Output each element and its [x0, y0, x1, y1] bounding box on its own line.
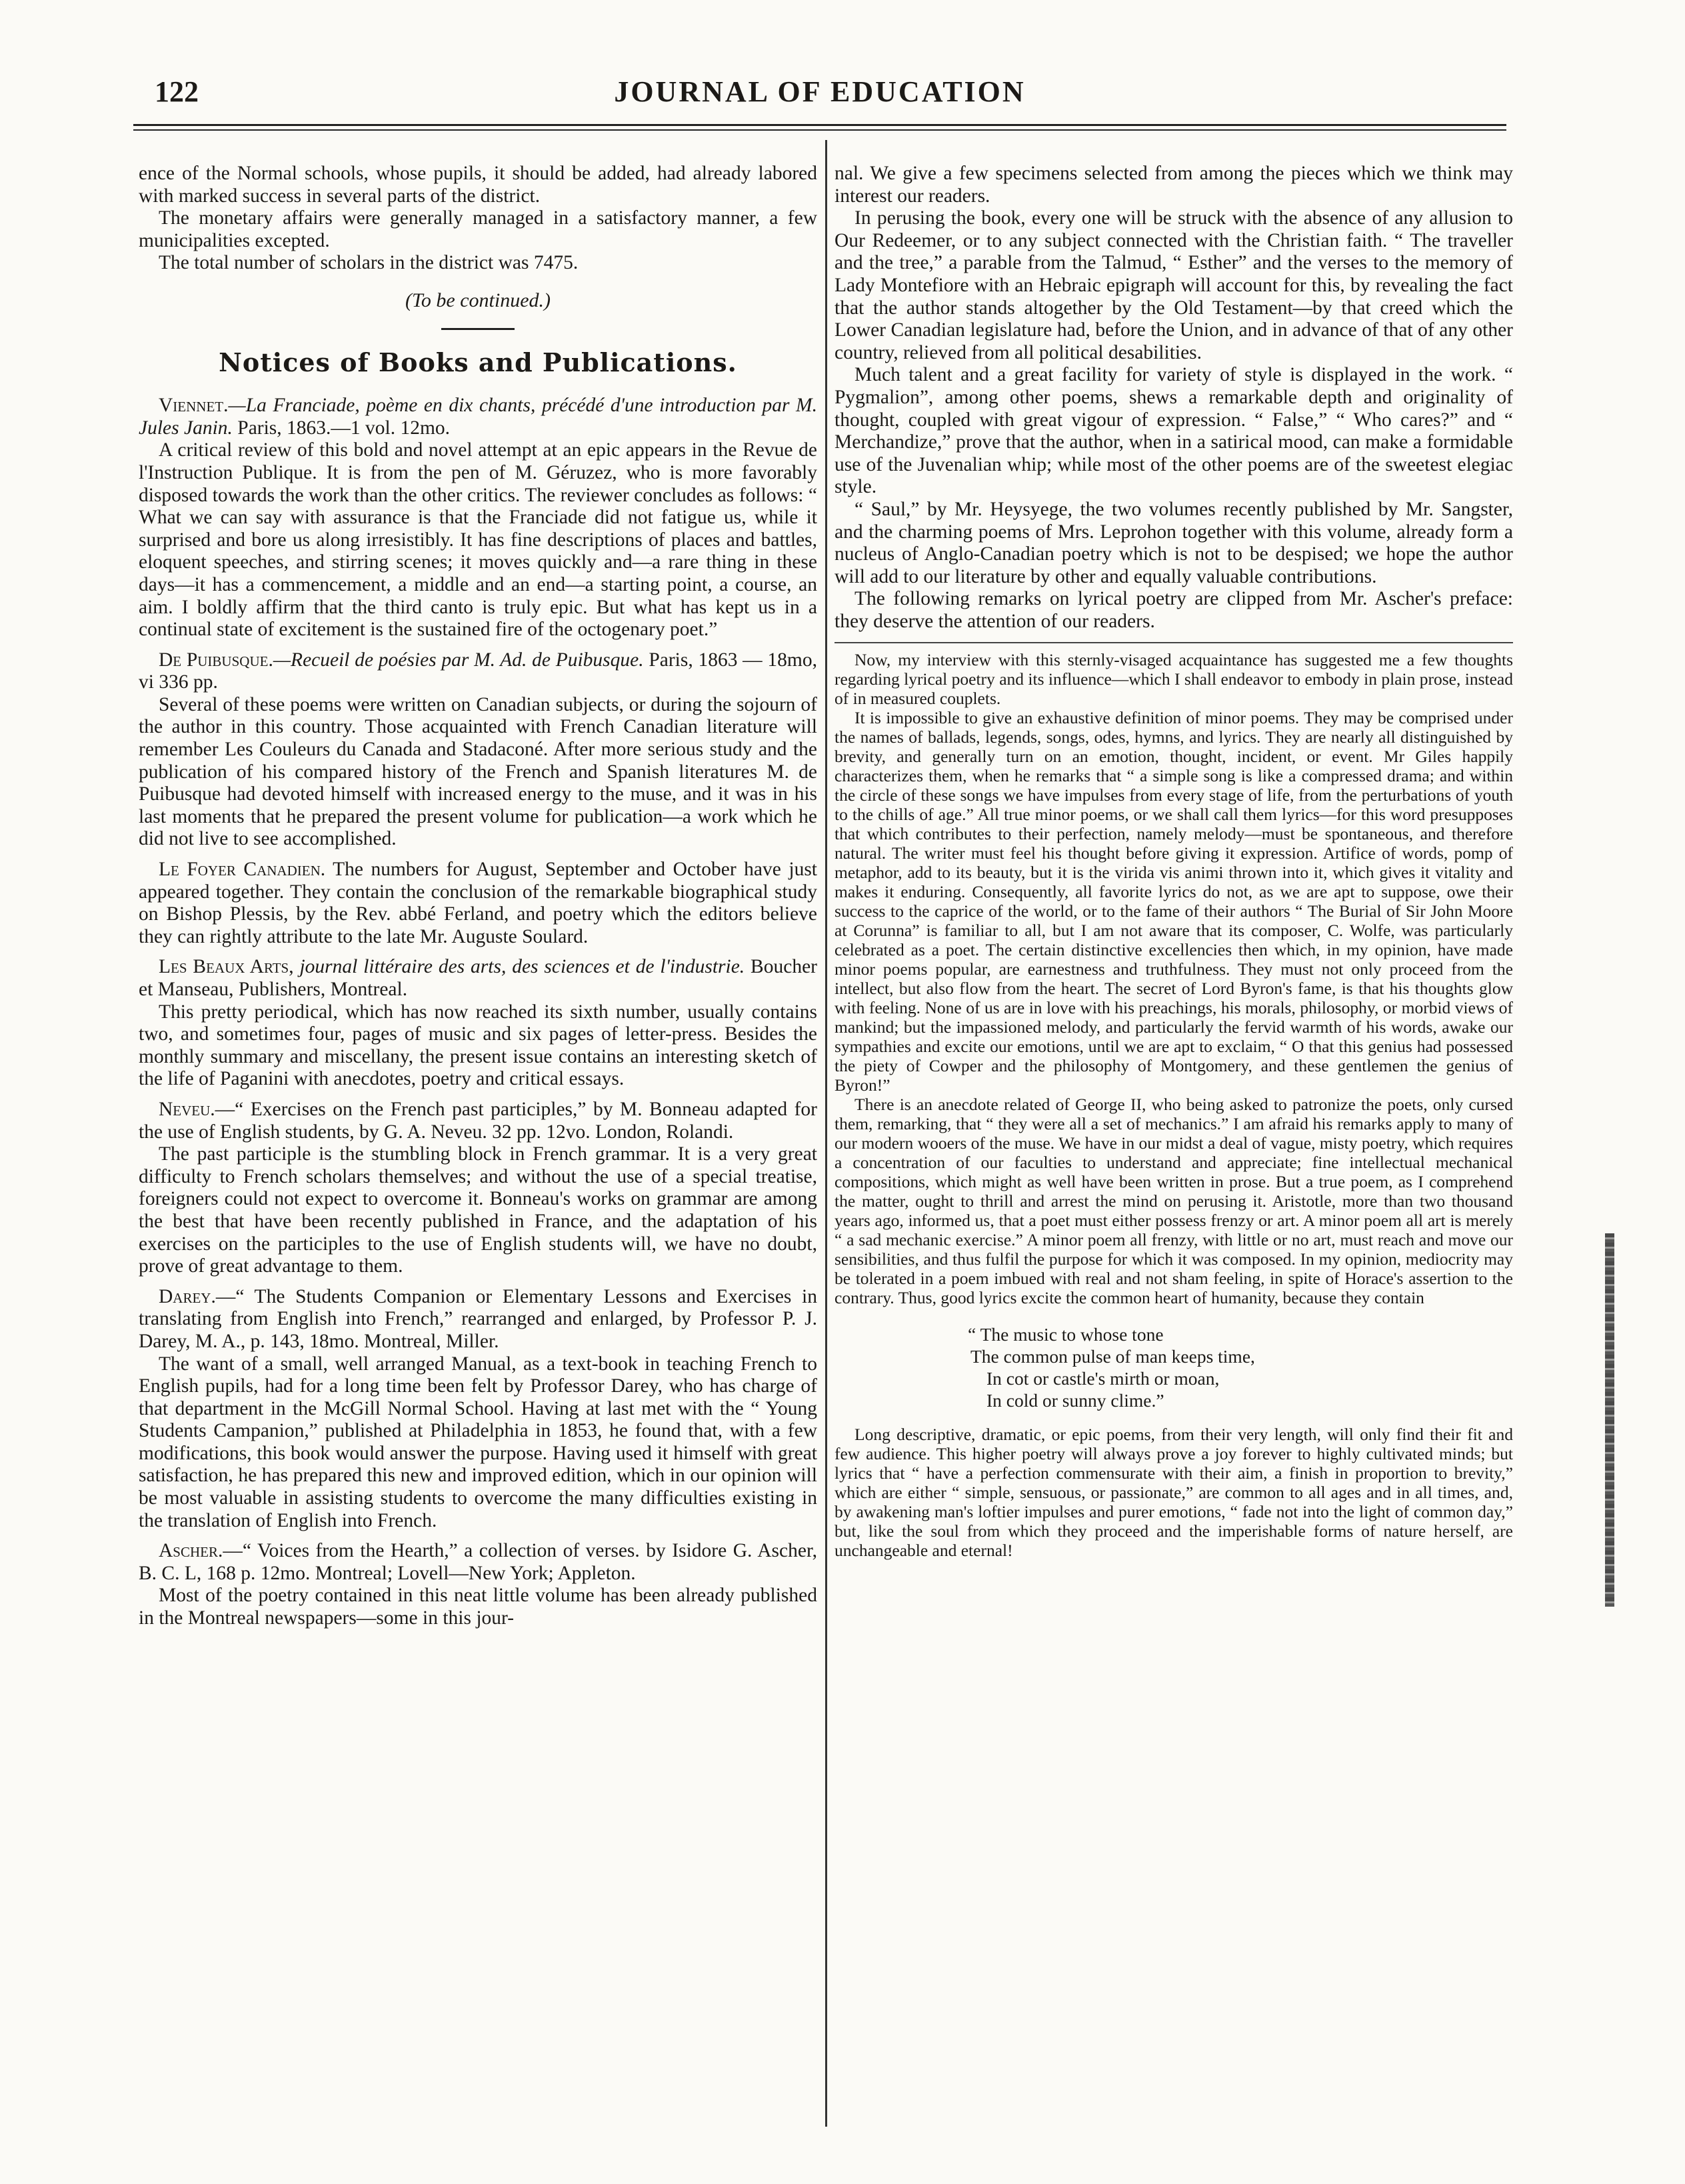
notice-title: —“ Exercises on the French past participles,” by M. Bonneau adapted for the use of English students, by G. A. Neveu. 32 pp. 12vo. London, Rolandi. — [139, 1098, 817, 1143]
notice-body: The numbers for August, September and October have just appeared together. They contain the conclusion of the remarkable biographical study on Bishop Plessis, by the Rev. abbé Ferland, and poetry which the editors believe they can rightly attribute to the late Mr. Auguste Soulard. — [139, 859, 817, 947]
verse-line: The common pulse of man keeps time, — [970, 1346, 1255, 1367]
header-rule-top — [133, 124, 1506, 126]
notice-darey — [139, 1286, 817, 1353]
section-title: Notices of Books and Publications. — [219, 347, 737, 377]
left-column — [139, 163, 817, 1630]
paragraph: nal. We give a few specimens selected from among the pieces which we think may interest our readers. — [835, 163, 1513, 207]
paragraph: The monetary affairs were generally managed in a satisfactory manner, a few municipalities excepted. — [139, 207, 817, 251]
paragraph: The past participle is the stumbling block in French grammar. It is a very great difficulty to French scholars themselves; and without the use of a special treatise, foreigners could not expect to overcome it. Bonneau's works on grammar are among the best that have been recently published in France, and the adaptation of his exercises on the participles to the use of English students will, we have no doubt, prove of great advantage to them. — [139, 1143, 817, 1277]
notice-puibusque — [139, 649, 817, 694]
quote-rule — [835, 642, 1513, 643]
preface-quote — [835, 650, 1513, 1560]
notice-imprint: Boucher et Manseau, Publishers, Montreal. — [139, 956, 817, 1000]
paragraph: In perusing the book, every one will be struck with the absence of any allusion to Our Redeemer, or to any subject connected with the Christian faith. “ The traveller and the tree,” a parable from the Talmud, “ Esther” and the verses to the memory of Lady Montefiore with an Hebraic epigraph will account for this, by revealing the fact that the author stands altogether by the Old Testament—by that creed which the Lower Canadian legislature had, before the Union, and in advance of that of any other country, relieved from all political desabilities. — [835, 207, 1513, 363]
notice-neveu — [139, 1099, 817, 1143]
section-rule — [441, 328, 515, 330]
paragraph: “ Saul,” by Mr. Heysyege, the two volumes recently published by Mr. Sangster, and the charming poems of Mrs. Leprohon together with this volume, already form a nucleus of Anglo-Canadian poetry which is not to be despised; we hope the author will add to our literature by other and equally valuable contributions. — [835, 498, 1513, 587]
notice-ascher — [139, 1540, 817, 1585]
page-number: 122 — [155, 75, 199, 108]
notice-imprint: Paris, 1863.—1 vol. 12mo. — [232, 417, 451, 439]
quote-paragraph: It is impossible to give an exhaustive definition of minor poems. They may be comprised under the names of ballads, legends, songs, odes, hymns, and lyrics. They are nearly all distinguished by brevity, and generally turn on an emotion, thought, incident, or event. Mr Giles happily characterizes them, when he remarks that “ a simple song is like a compressed drama; and within the circle of these songs we have impulses from every stage of life, from the perturbations of youth to the chills of age.” All true minor poems, or we shall call them lyrics—for this word presupposes that which contributes to their perfection, namely melody—must be spontaneous, and therefore natural. The writer must feel his thought before giving it expression. Artifice of words, pomp of metaphor, add to its beauty, but it is the virida vis animi thrown into it, which gives it vitality and makes it enduring. Consequently, all favorite lyrics do not, as we are apt to suppose, owe their success to the caprice of the world, or to the fame of their authors “ The Burial of Sir John Moore at Corunna” is familiar to all, but I am not aware that its composer, C. Wolfe, was particularly celebrated as a poet. The certain distinctive excellencies then which, in my opinion, have made minor poems popular, are earnestness and truthfulness. They must not only proceed from the intellect, but also flow from the heart. The secret of Lord Byron's fame, is that his thoughts glow with feeling. None of us are in love with his preachings, his morals, philosophy, or morbid views of mankind; but the impassioned melody, and particularly the fervid warmth of his words, awake our sympathies and excite our emotions, until we are apt to exclaim, “ O that this genius had possessed the piety of Cowper and the philosophy of Montgomery, and these gentlemen the genius of Byron!” — [835, 708, 1513, 1095]
notice-title: —Recueil de poésies par M. Ad. de Puibusque. — [273, 649, 644, 671]
notice-foyer — [139, 859, 817, 948]
notice-beaux-arts — [139, 956, 817, 1001]
column-divider — [825, 140, 827, 2127]
header-rule-bottom — [133, 129, 1506, 131]
notice-author: Darey. — [159, 1285, 216, 1307]
notice-author: Les Beaux Arts, — [159, 956, 294, 978]
notice-title: journal littéraire des arts, des sciences et de l'industrie. — [293, 956, 745, 978]
paragraph: This pretty periodical, which has now reached its sixth number, usually contains two, and sometimes four, pages of music and six pages of letter-press. Besides the monthly summary and miscellany, the present issue contains an interesting sketch of the life of Paganini with anecdotes, poetry and critical essays. — [139, 1001, 817, 1090]
notice-title: —“ The Students Companion or Elementary Lessons and Exercises in translating from English into French,” rearranged and enlarged, by Professor P. J. Darey, M. A., p. 143, 18mo. Montreal, Miller. — [139, 1285, 817, 1352]
notice-title: —“ Voices from the Hearth,” a collection of verses. by Isidore G. Ascher, B. C. L, 168 p. 12mo. Montreal; Lovell—New York; Appleton. — [139, 1540, 817, 1584]
running-title: JOURNAL OF EDUCATION — [614, 75, 1026, 108]
verse-line: In cold or sunny clime.” — [986, 1390, 1164, 1411]
quote-paragraph: Now, my interview with this sternly-visaged acquaintance has suggested me a few thoughts regarding lyrical poetry and its influence—which I shall endeavor to embody in plain prose, instead of in measured couplets. — [835, 650, 1513, 709]
paragraph: The following remarks on lyrical poetry are clipped from Mr. Ascher's preface: they deserve the attention of our readers. — [835, 588, 1513, 632]
paragraph: Most of the poetry contained in this neat little volume has been already published in the Montreal newspapers—some in this jour- — [139, 1585, 817, 1629]
paragraph: Several of these poems were written on Canadian subjects, or during the sojourn of the author in this country. Those acquainted with French Canadian literature will remember Les Couleurs du Canada and Stadaconé. After more serious study and the publication of his compared history of the French and Spanish literatures M. de Puibusque had devoted himself with increased energy to the muse, and it was in his last moments that he prepared the present volume for publication—a work which he did not live to see accomplished. — [139, 693, 817, 850]
verse-line: In cot or castle's mirth or moan, — [986, 1368, 1220, 1389]
notice-author: De Puibusque. — [159, 649, 273, 671]
paragraph: A critical review of this bold and novel attempt at an epic appears in the Revue de l'Instruction Publique. It is from the pen of M. Géruzez, who is more favorably disposed towards the work than the other critics. The reviewer concludes as follows: “ What we can say with assurance is that the Franciade did not fatigue us, while it surprised and bore us along irresistibly. It has fine descriptions of places and battles, eloquent speeches, and stirring scenes; it moves quickly and—a rare thing in these days—it has a commencement, a middle and an end—a starting point, a course, an aim. I boldly affirm that the third canto is truly epic. But what has kept us in a continual state of excitement is the sustained fire of the octogenary poet.” — [139, 439, 817, 641]
notice-author: Neveu. — [159, 1098, 215, 1120]
right-column — [835, 163, 1513, 1560]
paragraph: The total number of scholars in the district was 7475. — [159, 252, 579, 274]
notice-imprint: Paris, 1863 — 18mo, vi 336 pp. — [139, 649, 817, 693]
quote-paragraph: Long descriptive, dramatic, or epic poems, from their very length, will only find their fit and few audience. This higher poetry will always prove a joy forever to highly cultivated minds; but lyrics that “ have a perfection commensurate with their aim, a finish in proportion to brevity,” which are either “ simple, sensuous, or passionate,” are common to all ages and in all times, and, by awakening man's loftier impulses and purer emotions, “ fade not into the light of common day,” but, like the soul from which they proceed and the imperishable forms of nature herself, are unchangeable and eternal! — [835, 1425, 1513, 1561]
verse-quote — [968, 1323, 1513, 1411]
notice-author: Viennet. — [159, 395, 229, 417]
notice-author: Ascher. — [159, 1540, 223, 1562]
paragraph: ence of the Normal schools, whose pupils, it should be added, had already labored with marked success in several parts of the district. — [139, 163, 817, 207]
to-be-continued: (To be continued.) — [405, 289, 551, 311]
paragraph: The want of a small, well arranged Manual, as a text-book in teaching French to English pupils, had for a long time been felt by Professor Darey, who has charge of that department in the McGill Normal School. Having at last met with the “ Young Students Campanion,” published at Philadelphia in 1853, he found that, with a few modifications, this book would answer the purpose. Having used it himself with great satisfaction, he has prepared this new and improved edition, which in our opinion will be most valuable in assisting students to overcome the many difficulties existing in the translation of English into French. — [139, 1353, 817, 1531]
quote-paragraph: There is an anecdote related of George II, who being asked to patronize the poets, only cursed them, remarking, that “ they were all a set of mechanics.” I am afraid his remarks apply to many of our modern wooers of the muse. We have in our midst a deal of vague, misty poetry, which requires a concentration of our faculties to understand and appreciate; fine intellectual mechanical compositions, which might as well have been written in prose. But a true poem, as I comprehend the matter, ought to thrill and arrest the mind on perusing it. Aristotle, more than two thousand years ago, informed us, that a poet must either possess frenzy or art. A minor poem all art is merely “ a sad mechanic exercise.” A minor poem all frenzy, with little or no art, must reach and move our sensibilities, and thus fulfil the purpose for which it was composed. In my opinion, mediocrity may be tolerated in a poem imbued with real and not sham feeling, in spite of Horace's assertion to the contrary. Thus, good lyrics excite the common heart of humanity, because they contain — [835, 1095, 1513, 1308]
verse-line: “ The music to whose tone — [968, 1324, 1164, 1345]
paragraph: Much talent and a great facility for variety of style is displayed in the work. “ Pygmalion”, among other poems, shews a remarkable depth and originality of thought, coupled with great vigour of expression. “ False,” “ Who cares?” and “ Merchandize,” prove that the author, when in a satirical mood, can make a formidable use of the Juvenalian whip; while most of the other poems are of the sweetest elegiac style. — [835, 364, 1513, 498]
notice-viennet — [139, 395, 817, 439]
notice-title: —La Franciade, poème en dix chants, précédé d'une introduction par M. Jules Janin. — [139, 395, 817, 439]
page-header — [133, 75, 1506, 115]
notice-author: Le Foyer Canadien. — [159, 859, 326, 881]
scan-edge-mark — [1605, 1233, 1614, 1607]
